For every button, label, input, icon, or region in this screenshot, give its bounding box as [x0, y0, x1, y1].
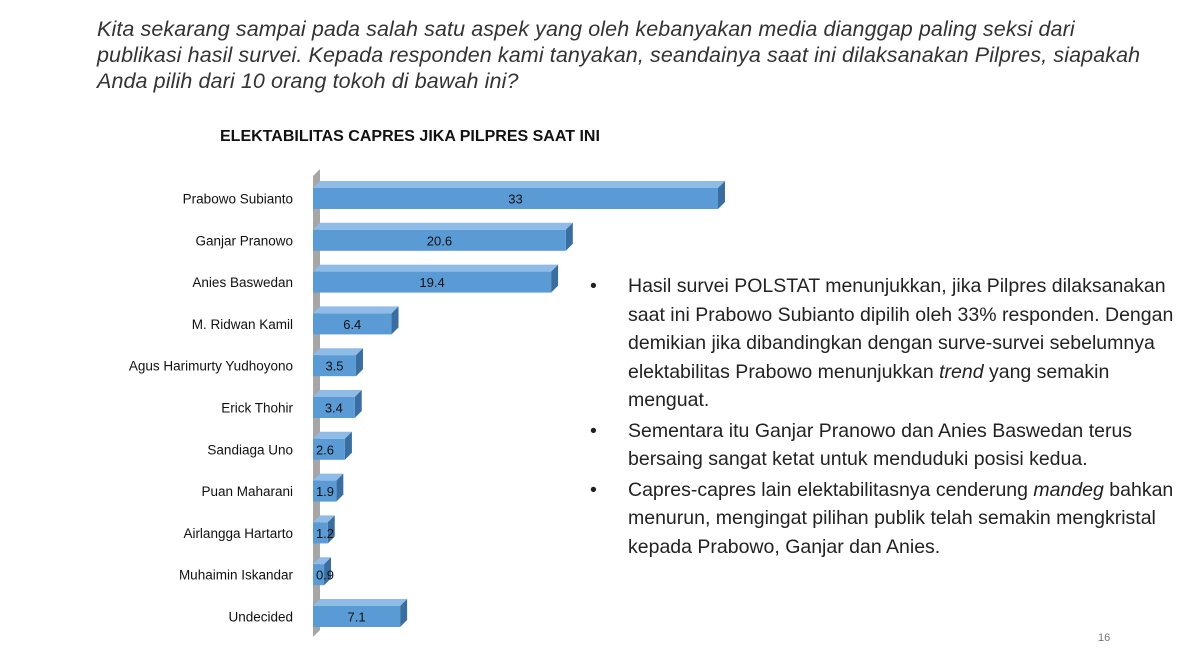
data-label: 1.2: [315, 525, 335, 541]
bar-group: [192, 306, 399, 334]
page-number: 16: [1098, 632, 1111, 644]
bar-top-face: [313, 348, 363, 355]
data-label: 2.6: [315, 442, 335, 458]
bullet-text: yang semakin menguat.: [628, 360, 1110, 411]
bullet-item: [590, 417, 1180, 474]
data-label: 6.4: [343, 316, 362, 332]
intro-paragraph: Kita sekarang sampai pada salah satu aspek yang oleh kebanyakan media dianggap paling seksi dari publikasi hasil survei. Kepada responden kami tanyakan, seandainya saat ini dilaksanakan Pilpres, siapakah Anda pilih dari 10 orang tokoh di bawah ini?: [97, 17, 1141, 93]
bullet-text: bahkan menurun, mengingat pilihan publik telah semakin mengkristal kepada Prabowo, Ganjar dan Anies.: [628, 478, 1174, 558]
category-label: M. Ridwan Kamil: [191, 316, 293, 332]
category-label: Airlangga Hartarto: [183, 525, 293, 541]
data-label: 3.4: [324, 400, 343, 416]
category-label: Anies Baswedan: [192, 275, 293, 291]
bullet-text-italic: mandeg: [1033, 478, 1104, 501]
bullet-text-italic: trend: [939, 360, 984, 383]
bullet-text: Sementara itu Ganjar Pranowo dan Anies Baswedan terus bersaing sangat ketat untuk menduduki posisi kedua.: [628, 419, 1133, 470]
bullet-text: Hasil survei POLSTAT menunjukkan, jika Pilpres dilaksanakan saat ini Prabowo Subianto dipilih oleh 33% responden. Dengan demikian jika dibandingkan dengan surve-survei sebelumnya elektabilitas Prabowo menunjukkan: [628, 275, 1174, 383]
bar-top-face: [313, 599, 407, 606]
data-label: 20.6: [426, 233, 453, 249]
data-label: 1.9: [315, 484, 335, 500]
data-label: 33: [508, 191, 523, 207]
bar-top-face: [313, 223, 573, 230]
bullet-text: Capres-capres lain elektabilitasnya cenderung: [628, 478, 1034, 501]
category-label: Puan Maharani: [201, 484, 293, 500]
bar-group: [192, 265, 558, 293]
bar-group: [179, 557, 334, 585]
category-label: Sandiaga Uno: [207, 442, 293, 458]
data-label: 19.4: [419, 275, 445, 291]
bar-group: [201, 474, 343, 502]
bar-group: [228, 599, 407, 627]
bar-top-face: [313, 306, 399, 313]
bullet-list: [590, 272, 1180, 563]
chart-title: ELEKTABILITAS CAPRES JIKA PILPRES SAAT INI: [220, 128, 600, 145]
bar-group: [183, 181, 725, 209]
bar-group: [195, 223, 572, 251]
data-label: 3.5: [325, 358, 344, 374]
category-label: Erick Thohir: [221, 400, 293, 416]
bullet-mark: •: [590, 419, 597, 442]
bullet-item: [590, 272, 1180, 415]
bar-top-face: [313, 390, 362, 397]
data-label: 0.9: [315, 567, 335, 583]
bar-top-face: [313, 181, 725, 188]
category-label: Muhaimin Iskandar: [178, 567, 293, 583]
bar-group: [183, 515, 334, 543]
data-label: 7.1: [347, 609, 366, 625]
category-label: Agus Harimurty Yudhoyono: [128, 358, 293, 374]
bullet-mark: •: [590, 275, 597, 297]
category-label: Undecided: [228, 609, 293, 625]
category-label: Prabowo Subianto: [182, 191, 293, 207]
bar-group: [207, 432, 351, 460]
bullet-mark: •: [590, 478, 597, 501]
category-label: Ganjar Pranowo: [195, 233, 293, 249]
bar-group: [221, 390, 362, 418]
bar-group: [129, 348, 363, 376]
bar-top-face: [313, 265, 558, 272]
bullet-item: [590, 476, 1180, 562]
